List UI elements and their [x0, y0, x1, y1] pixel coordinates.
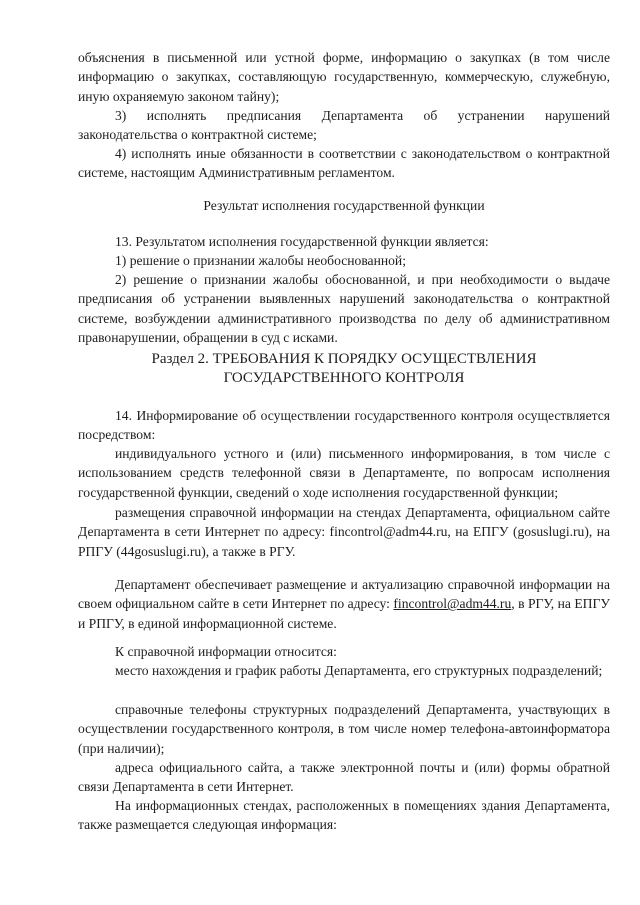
- paragraph-14-item-a: индивидуального устного и (или) письменного информирования, в том числе с использованием средств телефонной связи в Департаменте, по вопросам исполнения государственной функции, сведений о ходе исполнения государственной функции;: [78, 446, 610, 500]
- paragraph-continuation: объяснения в письменной или устной форме, информацию о закупках (в том числе информацию о закупках, составляющую государственную, коммерческую, служебную, иную охраняемую законом тайну);: [78, 50, 610, 104]
- paragraph-item-4: 4) исполнять иные обязанности в соответствии с законодательством о контрактной системе, настоящим Административным регламентом.: [78, 146, 610, 181]
- paragraph-department: [78, 575, 610, 633]
- fincontrol-email-link[interactable]: fincontrol@adm44.ru: [393, 596, 512, 612]
- paragraph-13: 13. Результатом исполнения государственной функции является:: [115, 234, 489, 249]
- heading-result: Результат исполнения государственной функции: [203, 198, 485, 213]
- paragraph-reference: К справочной информации относится:: [115, 644, 337, 659]
- paragraph-13-item-2: 2) решение о признании жалобы обоснованной, и при необходимости о выдаче предписания об устранении выявленных нарушений законодательства о контрактной системе, возбуждении административного производства по делу об административном правонарушении, обращении в суд с исками.: [78, 272, 610, 345]
- paragraph-reference-item-2: справочные телефоны структурных подразделений Департамента, участвующих в осуществлении государственного контроля, в том числе номер телефона-автоинформатора (при наличии);: [78, 702, 610, 756]
- paragraph-department-text-a: Департамент обеспечивает размещение и актуализацию справочной информации на своем официальном сайте в сети Интернет по адресу:: [78, 577, 610, 612]
- paragraph-item-3: 3) исполнять предписания Департамента об устранении нарушений законодательства о контрактной системе;: [78, 108, 610, 143]
- paragraph-stands: На информационных стендах, расположенных в помещениях здания Департамента, также размещается следующая информация:: [78, 798, 610, 833]
- paragraph-13-item-1: 1) решение о признании жалобы необоснованной;: [115, 253, 406, 268]
- paragraph-department-text-b: , в РГУ, на ЕПГУ и РПГУ, в единой информационной системе.: [78, 596, 610, 631]
- paragraph-14: 14. Информирование об осуществлении государственного контроля осуществляется посредством:: [78, 408, 610, 443]
- section-2-heading-line-2: ГОСУДАРСТВЕННОГО КОНТРОЛЯ: [223, 370, 465, 386]
- section-2-heading-line-1: Раздел 2. ТРЕБОВАНИЯ К ПОРЯДКУ ОСУЩЕСТВЛЕНИЯ: [151, 351, 537, 367]
- paragraph-reference-item-1: место нахождения и график работы Департамента, его структурных подразделений;: [115, 663, 603, 678]
- paragraph-reference-item-3: адреса официального сайта, а также электронной почты и (или) формы обратной связи Департамента в сети Интернет.: [78, 760, 610, 795]
- paragraph-14-item-b: размещения справочной информации на стендах Департамента, официальном сайте Департамента в сети Интернет по адресу: fincontrol@adm44.ru, на ЕПГУ (gosuslugi.ru), на РПГУ (44gosuslugi.ru), а также в РГУ.: [78, 505, 610, 559]
